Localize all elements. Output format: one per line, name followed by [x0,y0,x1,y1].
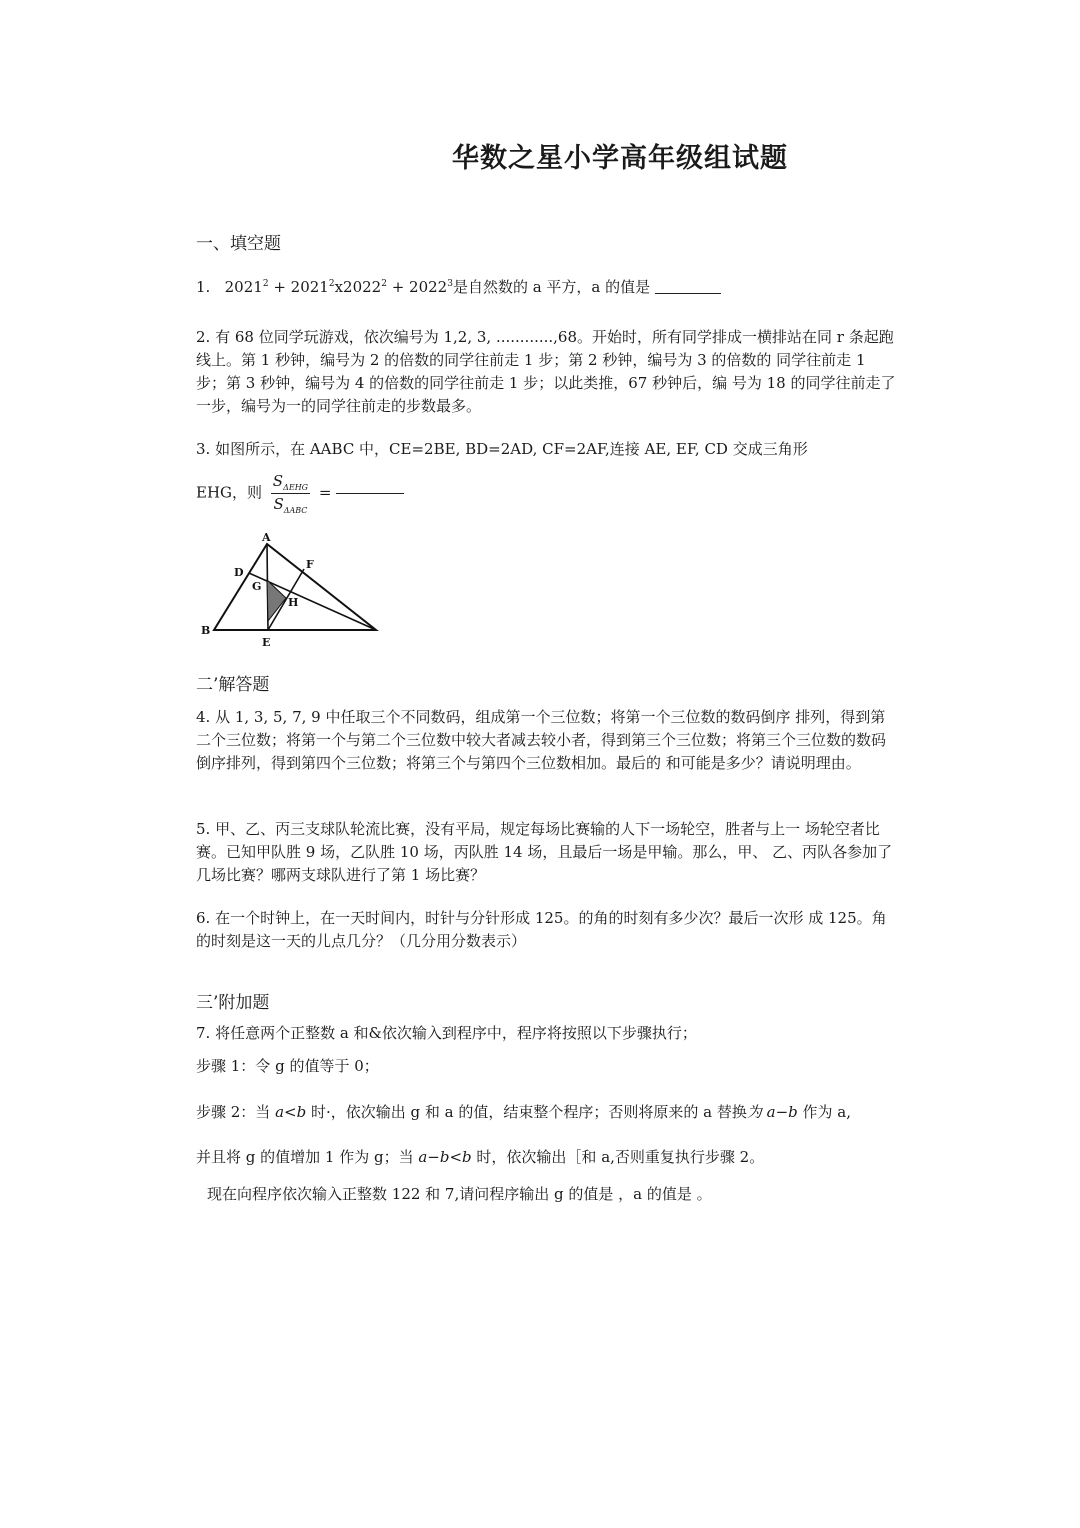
fraction-numerator: $S_{\Delta EHG}$ [272,472,309,492]
question-7-step-2: 步骤 2：当 a<b 时·，依次输出 g 和 a 的值，结束整个程序；否则将原来的 a 替换为 a−b 作为 a, [196,1103,851,1121]
label-b: B [201,624,211,637]
label-d: D [234,566,244,579]
q1-tail: 是自然数的 a 平方，a 的值是 [452,278,651,296]
triangle-figure [196,528,388,652]
question-7-step-2-cont: 并且将 g 的值增加 1 作为 g；当 a−b<b 时，依次输出［和 a,否则重复执行步骤 2。 [196,1148,765,1166]
label-f: F [306,558,314,571]
question-5: 5. 甲、乙、丙三支球队轮流比赛，没有平局，规定每场比赛输的人下一场轮空，胜者与上一 场轮空者比赛。已知甲队胜 9 场，乙队胜 10 场，丙队胜 14 场，且最后一场是甲输。那么，甲、 乙、丙队各参加了几场比赛？哪两支球队进行了第 1 场比赛？ [196,820,893,884]
q1-exponent: 3 [447,279,453,289]
section-heading-bonus: 三’附加题 [196,993,270,1013]
q1-number: 1. [196,278,211,296]
q1-term: 2021 [224,278,263,296]
q3-prefix: EHG，则 [196,483,263,502]
fraction-denominator: $S_{\Delta ABC}$ [273,495,308,515]
q1-term: + 2022 [386,278,448,296]
q1-exponent: 2 [381,279,387,289]
label-e: E [262,636,271,649]
answer-blank [655,279,721,294]
section-heading-fill-in: 一、填空题 [196,234,281,254]
triangle-abc [214,544,376,630]
question-3: 3. 如图所示，在 AABC 中，CE=2BE, BD=2AD, CF=2AF,连接 AE, EF, CD 交成三角形 [196,440,808,458]
label-a: A [262,531,271,544]
replace-expression: 为 a−b [746,1103,798,1121]
q1-exponent: 2 [328,279,335,289]
question-2: 2. 有 68 位同学玩游戏，依次编号为 1,2, 3, ............,68。开始时，所有同学排成一横排站在同 r 条起跑线上。第 1 秒钟，编号为 2 的倍数的同学往前走 1 步；第 2 秒钟，编号为 3 的倍数的 同学往前走 1 步；第 3 秒钟，编号为 4 的倍数的同学往前走 1 步；以此类推，67 秒钟后，编 号为 18 的同学往前走了一步，编号为一的同学往前走的步数最多。 [196,328,896,415]
question-6: 6. 在一个时钟上，在一天时间内，时针与分针形成 125。的角的时刻有多少次？最后一次形 成 125。角的时刻是这一天的儿点几分？（几分用分数表示） [196,909,887,950]
question-4: 4. 从 1, 3, 5, 7, 9 中任取三个不同数码，组成第一个三位数；将第一个三位数的数码倒序 排列，得到第二个三位数；将第一个与第二个三位数中较大者减去较小者，得到第三个三位数；将第三个三位数的数码倒序排列，得到第四个三位数；将第三个与第四个三位数相加。最后的 和可能是多少？请说明理由。 [196,708,887,772]
condition-expression: a−b<b [418,1148,472,1166]
question-3-ratio [196,472,404,515]
q1-exponent: 2 [262,279,269,289]
question-7-intro: 7. 将任意两个正整数 a 和&依次输入到程序中，程序将按照以下步骤执行； [196,1024,697,1042]
condition-expression: a<b [275,1103,307,1121]
section-heading-answer: 二’解答题 [196,675,270,695]
answer-blank [336,493,404,494]
label-g: G [252,580,262,593]
page-title: 华数之星小学高年级组试题 [452,143,788,174]
question-1 [196,276,721,297]
question-7-final: 现在向程序依次输入正整数 122 和 7,请问程序输出 g 的值是 ，a 的值是 。 [207,1185,712,1203]
q1-term: x2022 [334,278,382,296]
label-h: H [288,596,299,609]
question-7-step-1: 步骤 1：令 g 的值等于 0； [196,1057,379,1075]
q1-term: + 2021 [268,278,329,296]
area-ratio-fraction [271,472,310,515]
equals-sign: = [318,483,332,502]
